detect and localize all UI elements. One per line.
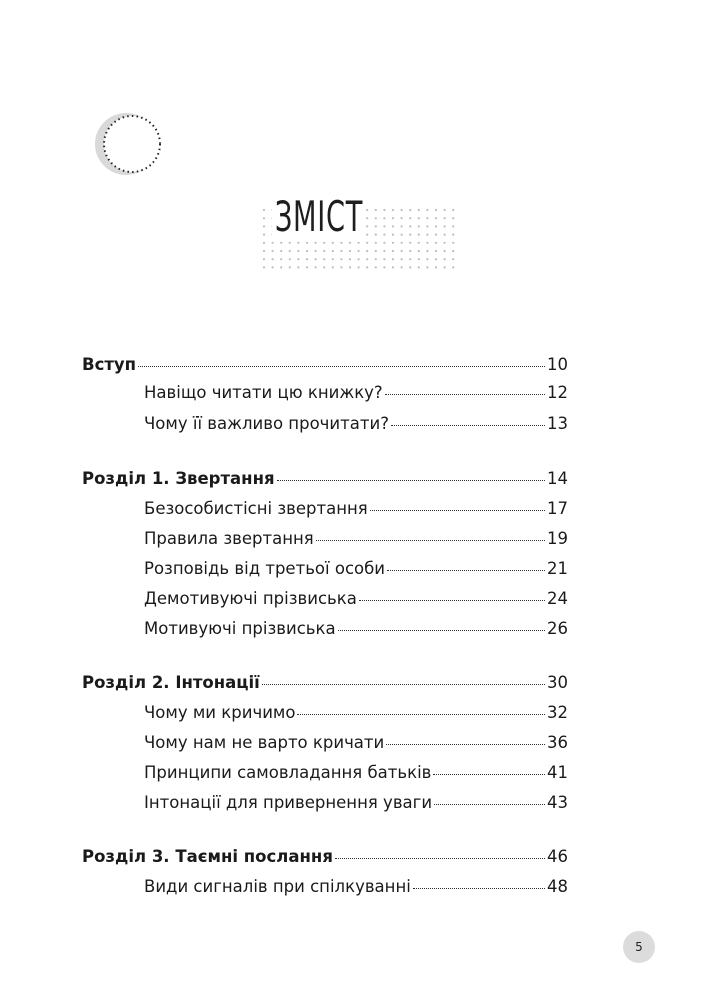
page-title: ЗМІСТ [272, 196, 366, 238]
toc-entry-page: 48 [547, 877, 568, 896]
toc-entry-label: Навіщо читати цю книжку? [144, 383, 383, 402]
dot-leader [316, 540, 545, 541]
dot-leader [391, 425, 545, 426]
toc-entry-label: Розповідь від третьої особи [144, 559, 386, 578]
toc-entry-page: 30 [547, 673, 568, 692]
dot-leader [433, 774, 545, 775]
toc-entry-page: 12 [547, 383, 568, 402]
dot-leader [335, 858, 545, 859]
toc-entry-page: 10 [547, 355, 568, 374]
moon-decoration-icon [92, 112, 164, 176]
dot-leader [338, 630, 545, 631]
toc-entry-page: 46 [547, 847, 568, 866]
page-number: 5 [623, 931, 655, 963]
toc-entry[interactable] [144, 703, 568, 725]
toc-entry-label: Вступ [82, 355, 137, 374]
toc-entry[interactable] [144, 619, 568, 641]
toc-entry[interactable] [144, 877, 568, 899]
toc-entry-page: 26 [547, 619, 568, 638]
toc-entry-page: 43 [547, 793, 568, 812]
dot-leader [297, 714, 545, 715]
dot-leader [370, 510, 545, 511]
toc-entry-label: Розділ 2. Інтонації [82, 673, 260, 692]
toc-entry-page: 17 [547, 499, 568, 518]
toc-entry-page: 19 [547, 529, 568, 548]
toc-entry[interactable] [144, 414, 568, 436]
toc-entry-page: 14 [547, 469, 568, 488]
dot-leader [386, 744, 545, 745]
toc-entry[interactable] [144, 499, 568, 521]
toc-entry-page: 24 [547, 589, 568, 608]
toc-entry-label: Розділ 1. Звертання [82, 469, 275, 488]
toc-entry[interactable] [144, 763, 568, 785]
dot-leader [385, 394, 545, 395]
toc-entry-label: Правила звертання [144, 529, 314, 548]
toc-entry[interactable] [144, 589, 568, 611]
title-block [258, 190, 468, 270]
toc-section-entry[interactable] [82, 673, 568, 695]
dot-leader [359, 600, 545, 601]
dot-leader [138, 366, 545, 367]
toc-section-entry[interactable] [82, 469, 568, 491]
toc-entry-label: Чому її важливо прочитати? [144, 414, 389, 433]
toc-entry-page: 32 [547, 703, 568, 722]
toc-entry-label: Демотивуючі прізвиська [144, 589, 357, 608]
toc-entry-page: 21 [547, 559, 568, 578]
toc-entry-label: Розділ 3. Таємні послання [82, 847, 333, 866]
toc-entry[interactable] [144, 529, 568, 551]
dot-leader [387, 570, 545, 571]
toc-entry-page: 13 [547, 414, 568, 433]
toc-entry[interactable] [144, 793, 568, 815]
toc-entry-page: 36 [547, 733, 568, 752]
toc-entry[interactable] [144, 383, 568, 405]
toc-entry-label: Чому нам не варто кричати [144, 733, 385, 752]
toc-entry-label: Мотивуючі прізвиська [144, 619, 336, 638]
dot-leader [262, 684, 545, 685]
toc-section-entry[interactable] [82, 355, 568, 377]
toc-entry-page: 41 [547, 763, 568, 782]
toc-section-entry[interactable] [82, 847, 568, 869]
toc-entry-label: Інтонації для привернення уваги [144, 793, 433, 812]
toc-entry-label: Безособистісні звертання [144, 499, 368, 518]
toc-entry[interactable] [144, 559, 568, 581]
toc-entry-label: Види сигналів при спілкуванні [144, 877, 411, 896]
dot-leader [413, 888, 545, 889]
dot-leader [434, 804, 545, 805]
dot-leader [277, 480, 545, 481]
toc-entry[interactable] [144, 733, 568, 755]
toc-entry-label: Принципи самовладання батьків [144, 763, 432, 782]
toc-entry-label: Чому ми кричимо [144, 703, 296, 722]
